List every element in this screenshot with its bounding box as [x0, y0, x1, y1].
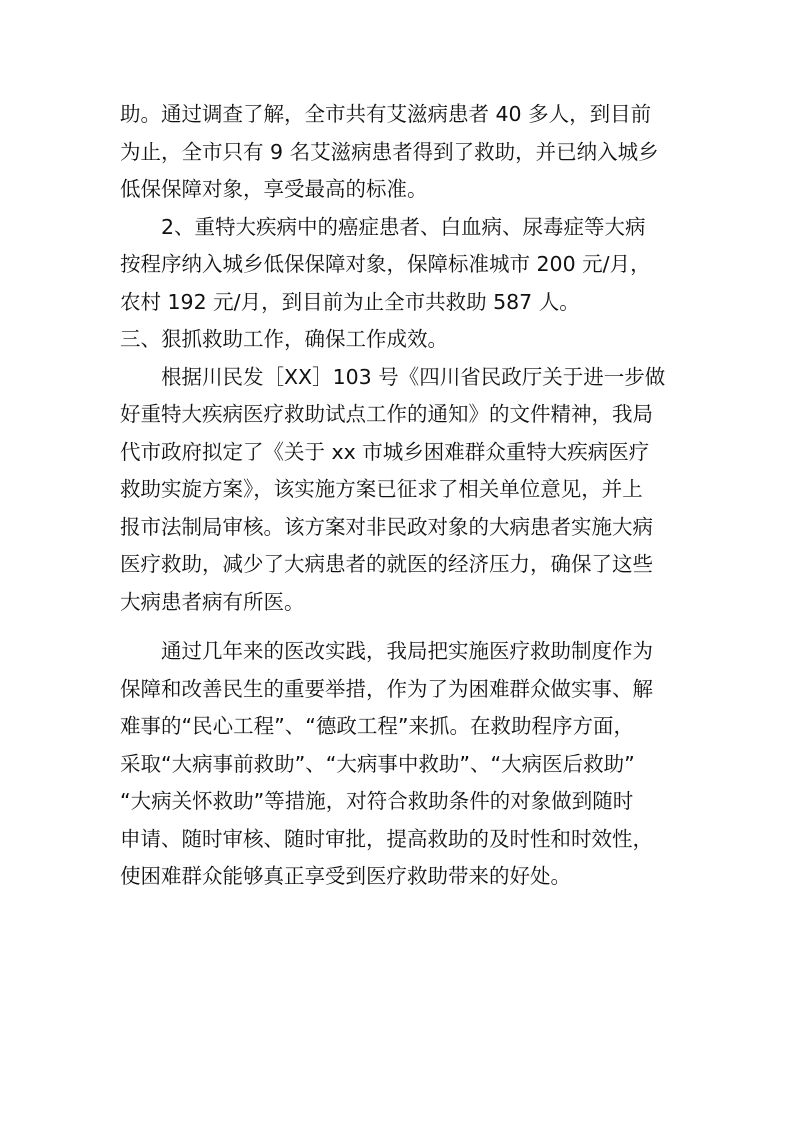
text-line: 难事的“民心工程”、“德政工程”来抓。在救助程序方面，: [120, 714, 634, 738]
text-line: 大病患者病有所医。: [120, 589, 305, 614]
text-line: 通过几年来的医改实践，我局把实施医疗救助制度作为: [120, 639, 653, 663]
text-line: 医疗救助，减少了大病患者的就医的经济压力，确保了这些: [120, 552, 653, 576]
section-heading: 三、狠抓救助工作，确保工作成效。: [120, 327, 448, 351]
text-line: 2、重特大疾病中的癌症患者、白血病、尿毒症等大病: [120, 214, 646, 239]
text-line: 救助实旋方案》，该实施方案已征求了相关单位意见，并上: [120, 477, 643, 501]
text-line: “大病关怀救助”等措施，对符合救助条件的对象做到随时: [120, 789, 634, 813]
text-line: 按程序纳入城乡低保保障对象，保障标准城市 200 元/月，: [120, 252, 651, 276]
text-line: 低保保障对象，享受最高的标准。: [120, 177, 428, 201]
text-line: 为止，全市只有 9 名艾滋病患者得到了救助，并已纳入城乡: [120, 139, 659, 164]
text-line: 保障和改善民生的重要举措，作为了为困难群众做实事、解: [120, 676, 653, 701]
text-line: 采取“大病事前救助”、“大病事中救助”、“大病医后救助”: [120, 751, 635, 776]
document-body: [120, 96, 680, 896]
paragraph-gap: [120, 621, 680, 633]
text-line: 使困难群众能够真正享受到医疗救助带来的好处。: [120, 864, 571, 888]
text-line: 助。通过调查了解，全市共有艾滋病患者 40 多人，到目前: [120, 102, 652, 126]
text-line: 报市法制局审核。该方案对非民政对象的大病患者实施大病: [120, 514, 653, 539]
text-line: 农村 192 元/月，到目前为止全市共救助 587 人。: [120, 289, 580, 314]
text-line: 申请、随时审核、随时审批，提高救助的及时性和时效性，: [120, 826, 653, 851]
text-line: 好重特大疾病医疗救助试点工作的通知》的文件精神，我局: [120, 402, 653, 426]
text-line: 代市政府拟定了《关于 xx 市城乡困难群众重特大疾病医疗: [120, 439, 650, 464]
text-line: 根据川民发［XX］103 号《四川省民政厅关于进一步做: [120, 364, 666, 389]
